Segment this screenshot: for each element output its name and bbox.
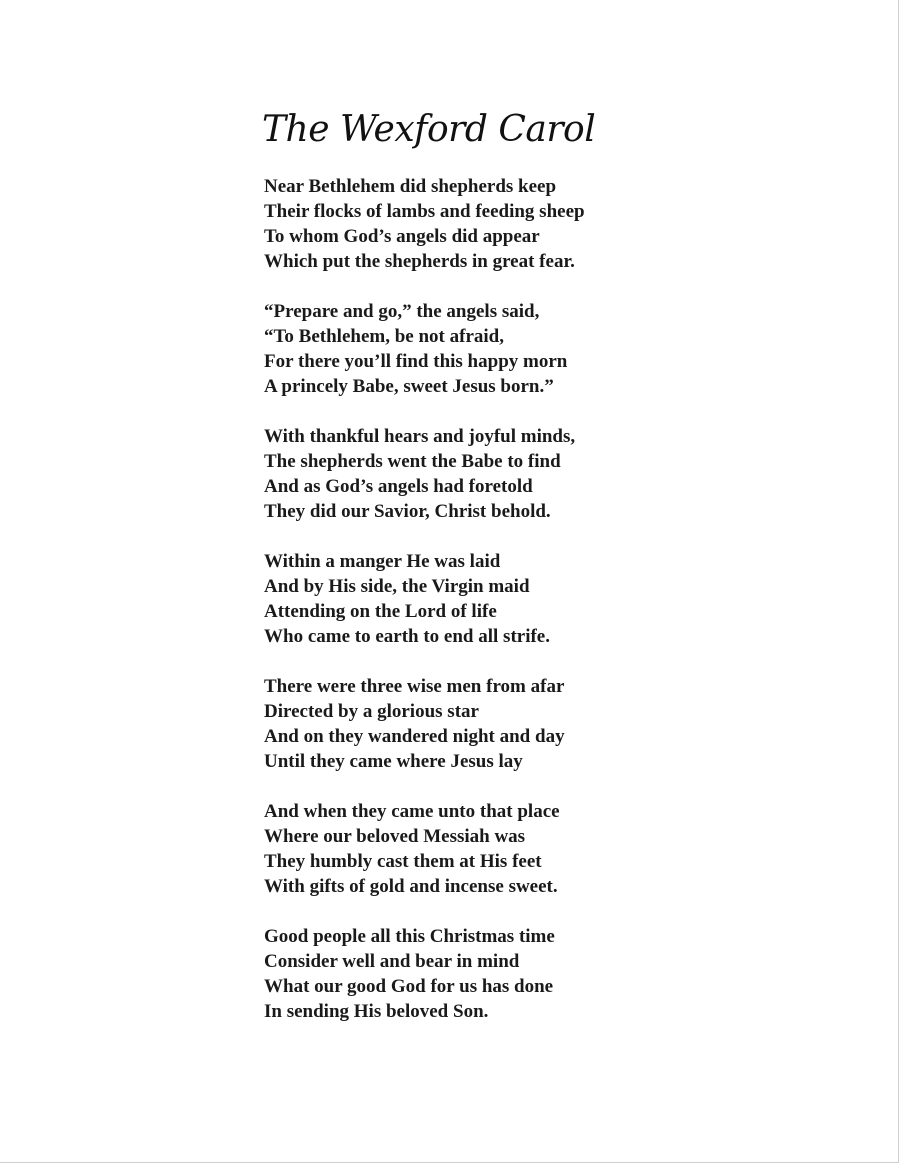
poem-line: With thankful hears and joyful minds, bbox=[264, 426, 576, 447]
poem-line: Good people all this Christmas time bbox=[264, 926, 555, 947]
poem-line: To whom God’s angels did appear bbox=[264, 226, 540, 247]
poem-line: And when they came unto that place bbox=[264, 801, 560, 822]
poem-line: There were three wise men from afar bbox=[264, 676, 565, 697]
poem-line: Where our beloved Messiah was bbox=[264, 826, 526, 847]
poem-line: And as God’s angels had foretold bbox=[264, 476, 533, 497]
poem-line: What our good God for us has done bbox=[264, 976, 554, 997]
poem-line: They humbly cast them at His feet bbox=[264, 851, 542, 872]
poem-line: Consider well and bear in mind bbox=[264, 951, 520, 972]
stanza-4 bbox=[264, 549, 684, 649]
poem-line: And on they wandered night and day bbox=[264, 726, 565, 747]
poem-line: Within a manger He was laid bbox=[264, 551, 501, 572]
poem-title: The Wexford Carol bbox=[262, 109, 596, 150]
stanza-2 bbox=[264, 299, 684, 399]
poem-line: Who came to earth to end all strife. bbox=[264, 626, 550, 647]
poem-line: Directed by a glorious star bbox=[264, 701, 479, 722]
poem-line: “To Bethlehem, be not afraid, bbox=[264, 326, 504, 347]
poem-line: Until they came where Jesus lay bbox=[264, 751, 523, 772]
stanza-6 bbox=[264, 799, 684, 899]
stanza-5 bbox=[264, 674, 684, 774]
stanza-3 bbox=[264, 424, 684, 524]
poem-line: Near Bethlehem did shepherds keep bbox=[264, 176, 557, 197]
poem-line: In sending His beloved Son. bbox=[264, 1001, 489, 1022]
poem-line: With gifts of gold and incense sweet. bbox=[264, 876, 558, 897]
poem-line: They did our Savior, Christ behold. bbox=[264, 501, 551, 522]
stanza-1 bbox=[264, 174, 684, 274]
poem-line: And by His side, the Virgin maid bbox=[264, 576, 530, 597]
poem-line: A princely Babe, sweet Jesus born.” bbox=[264, 376, 554, 397]
stanza-7 bbox=[264, 924, 684, 1024]
poem-body bbox=[264, 174, 684, 1049]
poem-line: For there you’ll find this happy morn bbox=[264, 351, 568, 372]
poem-line: “Prepare and go,” the angels said, bbox=[264, 301, 540, 322]
poem-line: The shepherds went the Babe to find bbox=[264, 451, 561, 472]
poem-line: Their flocks of lambs and feeding sheep bbox=[264, 201, 585, 222]
poem-line: Which put the shepherds in great fear. bbox=[264, 251, 575, 272]
poem-line: Attending on the Lord of life bbox=[264, 601, 497, 622]
